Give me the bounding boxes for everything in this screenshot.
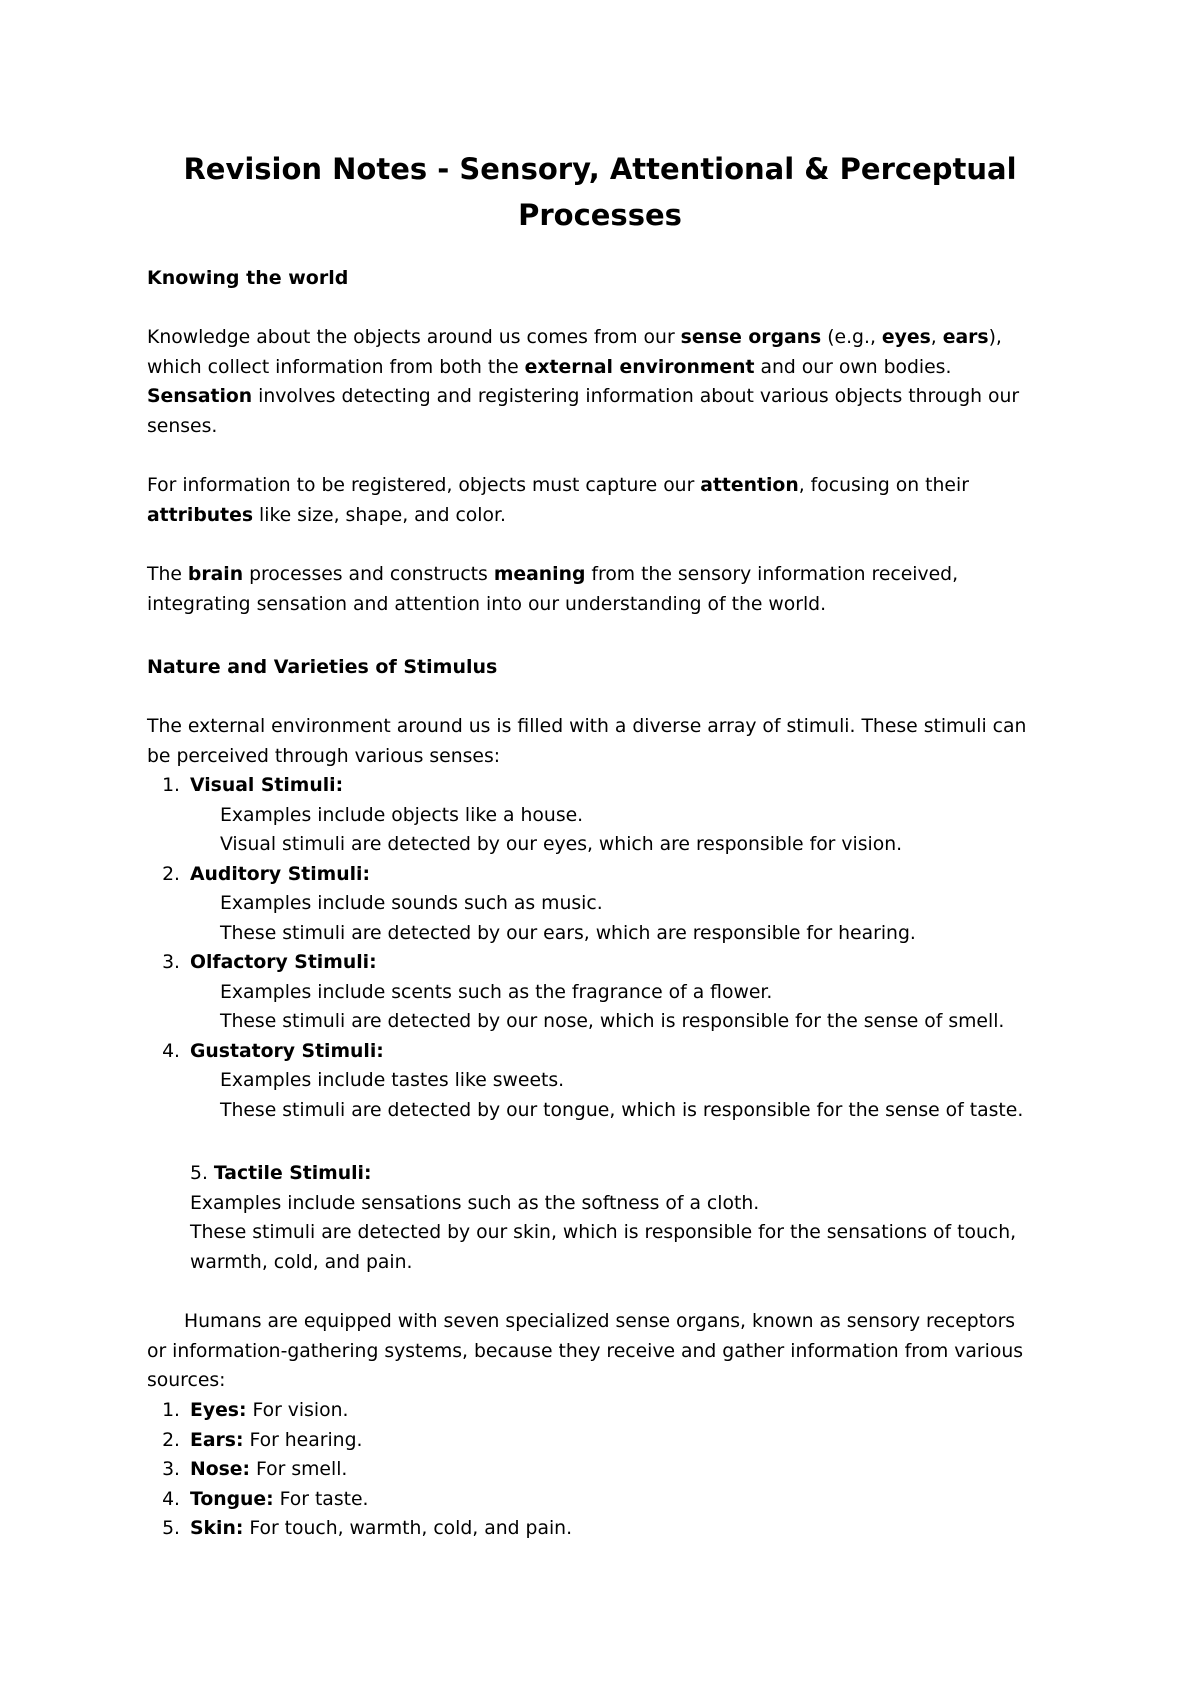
term-ears: ears [942, 327, 989, 348]
list-item: 3. Olfactory Stimuli: Examples include scents such as the fragrance of a flower. These stimuli are detected by our nose, which is responsible for the sense of smell. [162, 952, 1005, 1032]
list-item: 2. Auditory Stimuli: Examples include sounds such as music. These stimuli are detected by our ears, which are responsible for hearing. [162, 863, 916, 944]
heading-nature-and-varieties: Nature and Varieties of Stimulus [147, 656, 498, 678]
list-item: 5. Skin: For touch, warmth, cold, and pain. [162, 1518, 573, 1539]
paragraph-attention: For information to be registered, objects must capture our attention, focusing on their attributes like size, shape, and color. [147, 475, 969, 526]
term-brain: brain [187, 564, 244, 585]
stimulus-list [148, 771, 1068, 1125]
term-sensation: Sensation [147, 386, 253, 407]
paragraph-humans: Humans are equipped with seven specialized sense organs, known as sensory receptors or information-gathering systems, because they receive and gather information from various sources: [147, 1311, 1024, 1391]
list-item: 1. Visual Stimuli: Examples include objects like a house. Visual stimuli are detected by our eyes, which are responsible for vision. [162, 775, 903, 855]
page-title [0, 146, 1200, 238]
list-item: 4. Gustatory Stimuli: Examples include tastes like sweets. These stimuli are detected by our tongue, which is responsible for the sense of taste. [162, 1040, 1024, 1121]
paragraph-brain: The brain processes and constructs meaning from the sensory information received, integrating sensation and attention into our understanding of the world. [147, 564, 959, 615]
list-item: 2. Ears: For hearing. [162, 1429, 363, 1451]
title-line-1: Revision Notes - Sensory, Attentional & Perceptual [183, 152, 1017, 186]
term-attributes: attributes [147, 504, 254, 526]
paragraph-knowledge: Knowledge about the objects around us comes from our sense organs (e.g., eyes, ears), which collect information from both the external environment and our own bodies. Sensation involves detecting and registering information about various objects through our senses. [147, 327, 1020, 437]
sense-organ-list [148, 1396, 1068, 1544]
term-meaning: meaning [493, 564, 586, 585]
list-item: 3. Nose: For smell. [162, 1459, 348, 1480]
list-item: 1. Eyes: For vision. [162, 1400, 349, 1421]
term-eyes: eyes [881, 327, 931, 348]
title-line-2: Processes [518, 198, 682, 232]
paragraph-stimuli-intro: The external environment around us is filled with a diverse array of stimuli. These stimuli can be perceived through various senses: [147, 716, 1027, 767]
stimulus-item-tactile: 5. Tactile Stimuli: Examples include sensations such as the softness of a cloth. These stimuli are detected by our skin, which is responsible for the sensations of touch, warmth, cold, and pain. [190, 1163, 1017, 1273]
list-item: 4. Tongue: For taste. [162, 1488, 369, 1510]
term-external-environment: external environment [524, 356, 755, 378]
heading-knowing-the-world: Knowing the world [147, 267, 349, 289]
term-attention: attention [700, 475, 799, 496]
term-sense-organs: sense organs [680, 327, 822, 348]
